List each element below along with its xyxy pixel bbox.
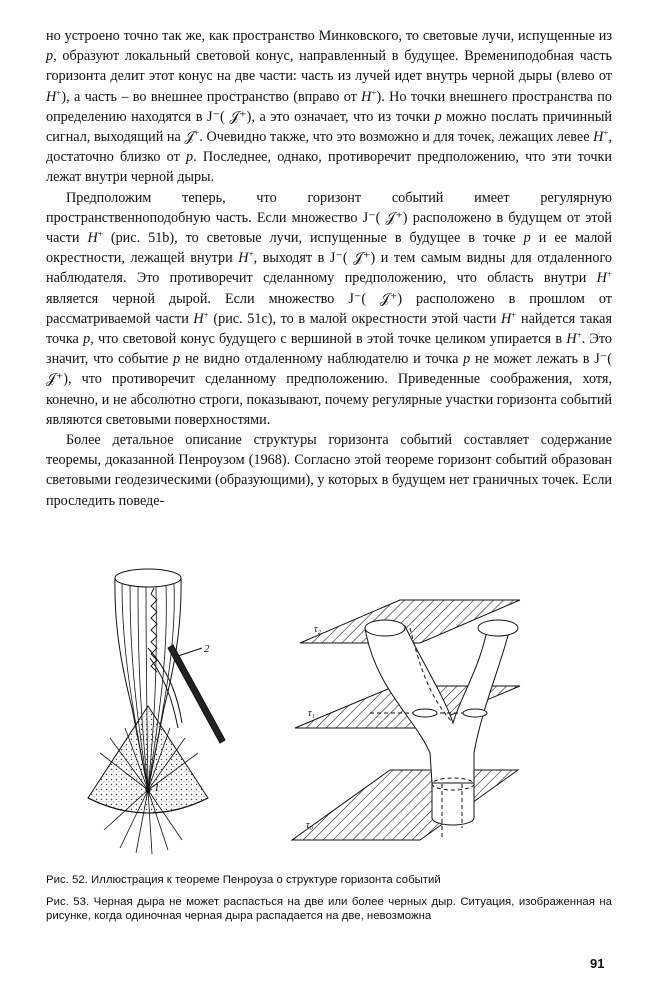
figures xyxy=(70,548,610,860)
point-1 xyxy=(146,788,150,792)
caption-figure-52: Рис. 52. Иллюстрация к теореме Пенроуза о структуре горизонта событий xyxy=(46,874,441,886)
paragraph-2: Предположим теперь, что горизонт событий имеет регулярную пространственноподобную часть. Если множество J⁻( 𝒥⁺) расположено в будущем от этой части H+ (рис. 51b), то световые лучи, испущенные в будущее в точке p и ее малой окрестности, лежащей внутри H+, выходят в J⁻( 𝒥⁺) и тем самым видны для отдаленного наблюдателя. Это противоречит сделанному предположению, что область внутри H+ является черной дырой. Если множество J⁻( 𝒥⁺) расположено в прошлом от рассматриваемой части H+ (рис. 51c), то в малой окрестности этой части H+ найдется такая точка p, что световой конус будущего с вершиной в этой точке целиком упирается в H+. Это значит, что событие p не видно отдаленному наблюдателю и точка p не может лежать в J⁻( 𝒥⁺), что противоречит сделанному предположению. Приведенные соображения, хотя, конечно, и не абсолютно строги, показывают, почему регулярные участки горизонта событий являются световыми поверхностями. xyxy=(46,189,613,428)
past-cone xyxy=(88,706,208,813)
label-tau1: τ₁ xyxy=(308,708,316,719)
label-1: 1 xyxy=(154,782,160,794)
figure-53 xyxy=(292,600,520,840)
label-tau0: τ₀ xyxy=(306,820,314,831)
label-2: 2 xyxy=(204,643,210,655)
ray-2 xyxy=(168,645,225,743)
paragraph-1: но устроено точно так же, как пространство Минковского, то световые лучи, испущенные из p, образуют локальный световой конус, направленный в будущее. Времениподобная часть горизонта делит этот конус на две части: часть из лучей идет внутрь черной дыры (влево от H+), а часть – во внешнее пространство (вправо от H+). Но точки внешнего пространства по определению находятся в J⁻( 𝒥⁺), а это означает, что из точки p можно послать причинный сигнал, выходящий на 𝒥+. Очевидно также, что это возможно и для точек, лежащих левее H+, достаточно близко от p. Последнее, однако, противоречит предположению, что эти точки лежат внутри черной дыры. xyxy=(46,28,613,186)
page-number: 91 xyxy=(590,956,605,971)
figure-52 xyxy=(88,569,225,854)
figures-svg xyxy=(70,548,610,860)
tube-top-ellipse xyxy=(115,569,181,587)
paragraph-3: Более детальное описание структуры горизонта событий составляет содержание теоремы, доказанной Пенроузом (1968). Согласно этой теореме горизонт событий образован световыми геодезическими (образующими), у которых в будущем нет граничных точек. Если проследить поведе- xyxy=(46,432,612,509)
plane-tau0 xyxy=(292,770,518,840)
body-text xyxy=(46,26,612,511)
caption-figure-53: Рис. 53. Черная дыра не может распасться на две или более черных дыр. Ситуация, изображенная на рисунке, когда одиночная черная дыра распадается на две, невозможна xyxy=(46,896,612,922)
label-tau2: τ₂ xyxy=(314,624,322,635)
label-2-leader xyxy=(178,648,202,656)
